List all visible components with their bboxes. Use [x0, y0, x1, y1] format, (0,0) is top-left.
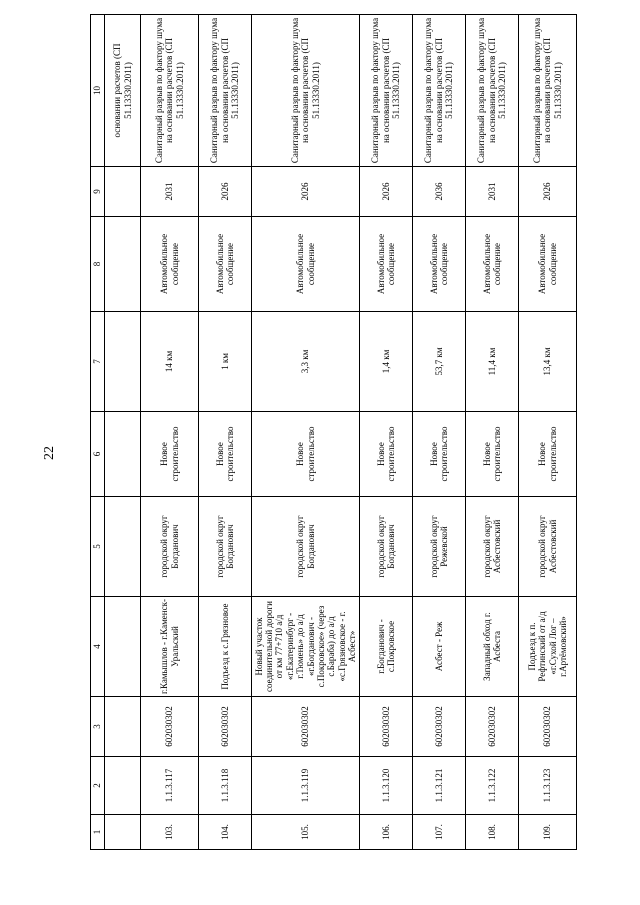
table-row: [466, 15, 519, 850]
purpose: Автомобильное сообщение: [360, 217, 413, 312]
object-code: 1.1.3.119: [252, 757, 360, 815]
empty-cell: [105, 697, 141, 757]
oktmo-code: 602030302: [199, 697, 252, 757]
construction-type: Новое строительство: [466, 412, 519, 497]
header-cell: 5: [91, 497, 105, 597]
row-number: 107.: [413, 815, 466, 850]
header-cell: 8: [91, 217, 105, 312]
rotated-table-container: [90, 15, 568, 850]
note: Санитарный разрыв по фактору шума на основании расчетов (СП 51.13330.2011): [360, 15, 413, 167]
purpose: Автомобильное сообщение: [519, 217, 577, 312]
construction-type: Новое строительство: [199, 412, 252, 497]
table-row: [199, 15, 252, 850]
continuation-note: основании расчетов (СП 51.13330.2011): [105, 15, 141, 167]
year: 2026: [252, 167, 360, 217]
table-row: [141, 15, 199, 850]
header-cell: 9: [91, 167, 105, 217]
construction-type: Новое строительство: [141, 412, 199, 497]
table-row: [413, 15, 466, 850]
oktmo-code: 602030302: [413, 697, 466, 757]
location: городской округ Асбестовский: [519, 497, 577, 597]
oktmo-code: 602030302: [141, 697, 199, 757]
note: Санитарный разрыв по фактору шума на основании расчетов (СП 51.13330.2011): [252, 15, 360, 167]
location: городской округ Богданович: [141, 497, 199, 597]
construction-type: Новое строительство: [360, 412, 413, 497]
purpose: Автомобильное сообщение: [413, 217, 466, 312]
object-name: Подъезд к п. Рефтинский от а/д «г.Сухой Лог – г.Артёмовский»: [519, 597, 577, 697]
purpose: Автомобильное сообщение: [252, 217, 360, 312]
header-cell: 1: [91, 815, 105, 850]
header-cell: 4: [91, 597, 105, 697]
empty-cell: [105, 217, 141, 312]
construction-type: Новое строительство: [413, 412, 466, 497]
object-name: г.Камышлов - г.Каменск-Уральский: [141, 597, 199, 697]
object-name: Западный обход г. Асбеста: [466, 597, 519, 697]
length: 3,3 км: [252, 312, 360, 412]
header-cell: 3: [91, 697, 105, 757]
row-number: 106.: [360, 815, 413, 850]
table-row: [252, 15, 360, 850]
year: 2031: [141, 167, 199, 217]
note: Санитарный разрыв по фактору шума на основании расчетов (СП 51.13330.2011): [519, 15, 577, 167]
year: 2036: [413, 167, 466, 217]
purpose: Автомобильное сообщение: [199, 217, 252, 312]
empty-cell: [105, 597, 141, 697]
empty-cell: [105, 757, 141, 815]
row-number: 104.: [199, 815, 252, 850]
purpose: Автомобильное сообщение: [466, 217, 519, 312]
page-number: 22: [42, 446, 57, 460]
header-cell: 6: [91, 412, 105, 497]
empty-cell: [105, 497, 141, 597]
location: городской округ Богданович: [360, 497, 413, 597]
length: 13,4 км: [519, 312, 577, 412]
header-cell: 2: [91, 757, 105, 815]
object-code: 1.1.3.117: [141, 757, 199, 815]
table-row: [519, 15, 577, 850]
empty-cell: [105, 412, 141, 497]
header-cell: 10: [91, 15, 105, 167]
roads-table: [90, 14, 577, 850]
empty-cell: [105, 312, 141, 412]
note: Санитарный разрыв по фактору шума на основании расчетов (СП 51.13330.2011): [199, 15, 252, 167]
note: Санитарный разрыв по фактору шума на основании расчетов (СП 51.13330.2011): [413, 15, 466, 167]
oktmo-code: 602030302: [519, 697, 577, 757]
location: городской округ Асбестовский: [466, 497, 519, 597]
continuation-row: [105, 15, 141, 850]
length: 1,4 км: [360, 312, 413, 412]
object-code: 1.1.3.118: [199, 757, 252, 815]
year: 2031: [466, 167, 519, 217]
oktmo-code: 602030302: [360, 697, 413, 757]
purpose: Автомобильное сообщение: [141, 217, 199, 312]
location: городской округ Режевской: [413, 497, 466, 597]
row-number: 108.: [466, 815, 519, 850]
length: 11,4 км: [466, 312, 519, 412]
empty-cell: [105, 815, 141, 850]
row-number: 109.: [519, 815, 577, 850]
object-code: 1.1.3.121: [413, 757, 466, 815]
object-name: Новый участок соединительной дороги от км 77+710 а/д «г.Екатеринбург - г.Тюмень» до а/д «г.Богданович - с.Покровское» (через с.Бараба) до а/д «с.Грязновское - г. Асбест»: [252, 597, 360, 697]
location: городской округ Богданович: [252, 497, 360, 597]
note: Санитарный разрыв по фактору шума на основании расчетов (СП 51.13330.2011): [466, 15, 519, 167]
length: 53,7 км: [413, 312, 466, 412]
year: 2026: [519, 167, 577, 217]
year: 2026: [360, 167, 413, 217]
object-name: Подъезд к с.Грязновое: [199, 597, 252, 697]
header-row: [91, 15, 105, 850]
location: городской округ Богданович: [199, 497, 252, 597]
header-cell: 7: [91, 312, 105, 412]
note: Санитарный разрыв по фактору шума на основании расчетов (СП 51.13330.2011): [141, 15, 199, 167]
object-code: 1.1.3.122: [466, 757, 519, 815]
object-name: г.Богданович - с.Покровское: [360, 597, 413, 697]
oktmo-code: 602030302: [252, 697, 360, 757]
oktmo-code: 602030302: [466, 697, 519, 757]
construction-type: Новое строительство: [252, 412, 360, 497]
object-code: 1.1.3.123: [519, 757, 577, 815]
object-code: 1.1.3.120: [360, 757, 413, 815]
construction-type: Новое строительство: [519, 412, 577, 497]
empty-cell: [105, 167, 141, 217]
table-row: [360, 15, 413, 850]
row-number: 103.: [141, 815, 199, 850]
length: 14 км: [141, 312, 199, 412]
object-name: Асбест - Реж: [413, 597, 466, 697]
row-number: 105.: [252, 815, 360, 850]
year: 2026: [199, 167, 252, 217]
length: 1 км: [199, 312, 252, 412]
